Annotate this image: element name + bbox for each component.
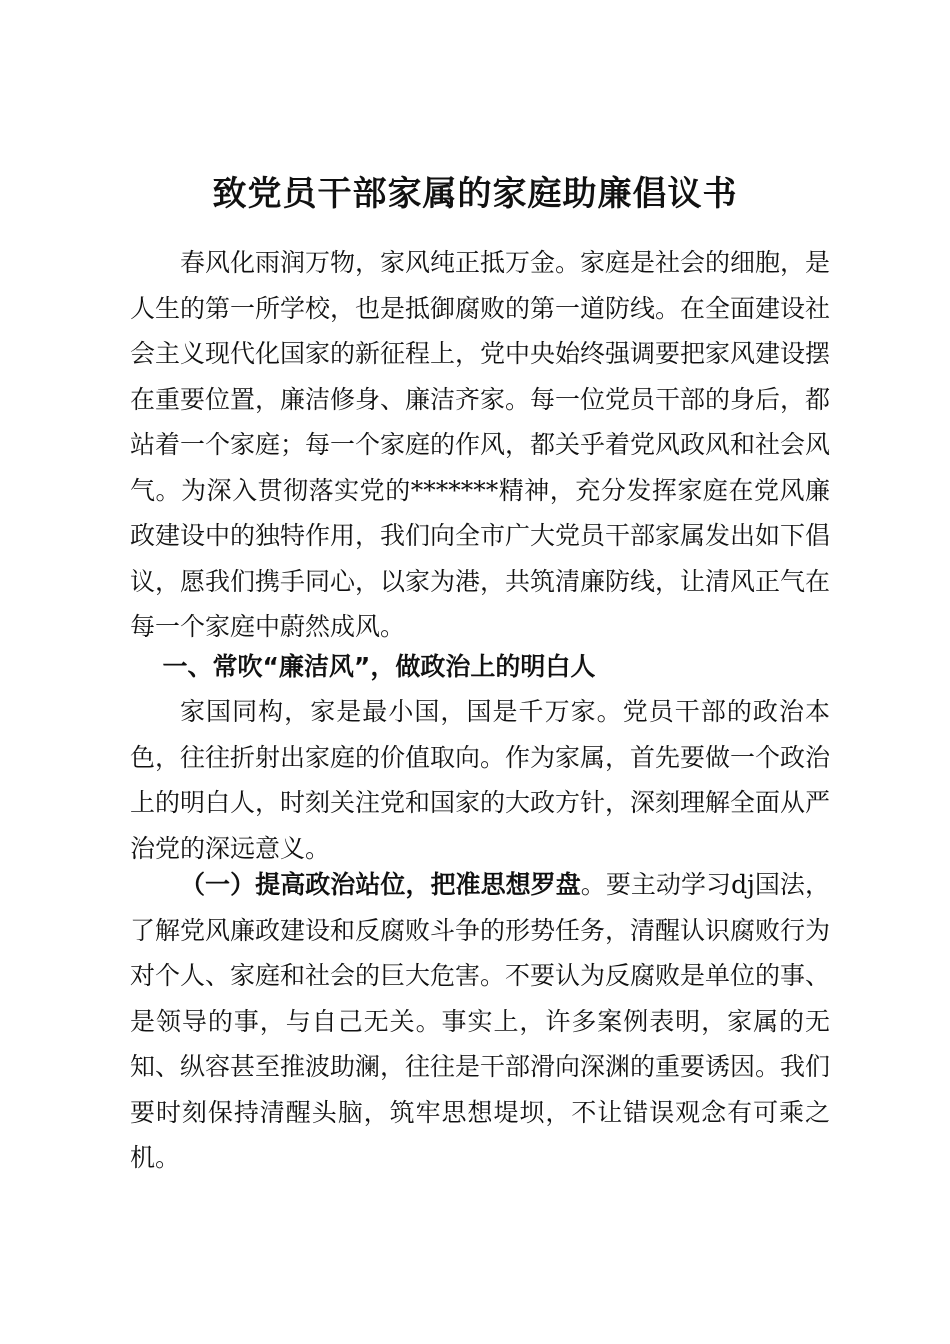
subsection-1-paragraph [130,862,830,1181]
subsection-1-lead: （一）提高政治站位，把准思想罗盘 [180,870,581,899]
section-1-paragraph: 家国同构，家是最小国，国是千万家。党员干部的政治本色，往往折射出家庭的价值取向。作为家属，首先要做一个政治上的明白人，时刻关注党和国家的大政方针，深刻理解全面从严治党的深远意义。 [130,697,831,863]
document-title: 致党员干部家属的家庭助廉倡议书 [212,174,738,214]
section-1-heading: 一、常吹“廉洁风”，做政治上的明白人 [162,652,596,681]
intro-paragraph: 春风化雨润万物，家风纯正抵万金。家庭是社会的细胞，是人生的第一所学校，也是抵御腐败的第一道防线。在全面建设社会主义现代化国家的新征程上，党中央始终强调要把家风建设摆在重要位置，廉洁修身、廉洁齐家。每一位党员干部的身后，都站着一个家庭；每一个家庭的作风，都关乎着党风政风和社会风气。为深入贯彻落实党的*******精神，充分发挥家庭在党风廉政建设中的独特作用，我们向全市广大党员干部家属发出如下倡议，愿我们携手同心，以家为港，共筑清廉防线，让清风正气在每一个家庭中蔚然成风。 [130,248,831,641]
subsection-1-text: 。要主动学习dj国法，了解党风廉政建设和反腐败斗争的形势任务，清醒认识腐败行为对个人、家庭和社会的巨大危害。不要认为反腐败是单位的事、是领导的事，与自己无关。事实上，许多案例表明，家属的无知、纵容甚至推波助澜，往往是干部滑向深渊的重要诱因。我们要时刻保持清醒头脑，筑牢思想堤坝，不让错误观念有可乘之机。 [130,870,831,1172]
